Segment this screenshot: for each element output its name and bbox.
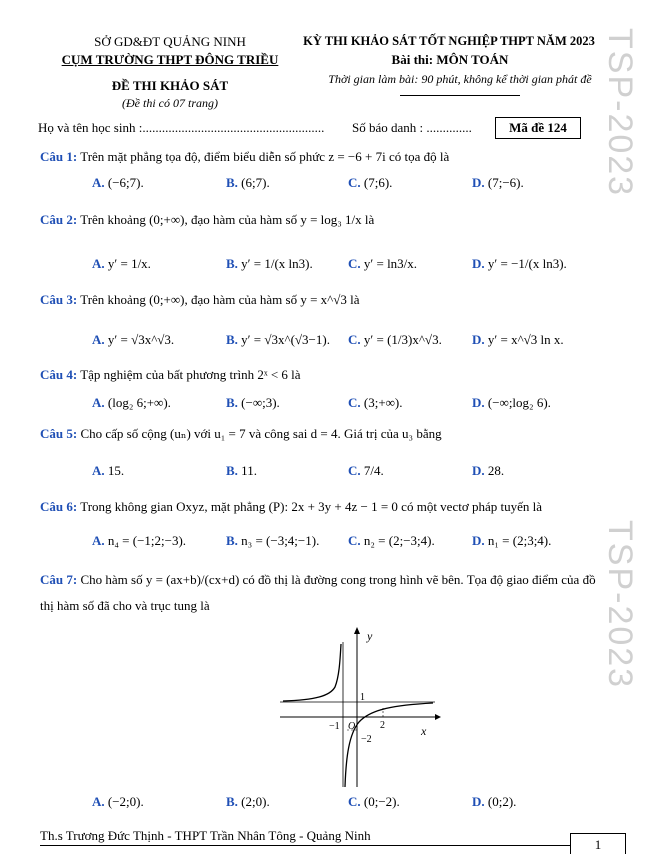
student-name-field: Họ và tên học sinh :........................................................ xyxy=(38,120,325,135)
label-1: 1 xyxy=(360,692,365,703)
watermark-bottom: TSP-2023 xyxy=(601,520,639,690)
question-text: Trên mặt phẳng tọa độ, điểm biểu diễn số phức z = −6 + 7i có tọa độ là xyxy=(80,149,450,164)
student-id-field: Số báo danh : .............. xyxy=(352,120,472,135)
origin-label: O xyxy=(348,721,356,732)
exam-title: KỲ THI KHẢO SÁT TỐT NGHIỆP THPT NĂM 2023 xyxy=(303,34,595,48)
option-b: B. y′ = 1/(x ln3). xyxy=(226,256,313,271)
option-b: B. 11. xyxy=(226,463,257,478)
option-b: B. n₃ = (−3;4;−1). xyxy=(226,533,320,548)
exam-time-note: Thời gian làm bài: 90 phút, không kể thời gian phát đề xyxy=(328,72,592,86)
question-6 xyxy=(40,499,542,515)
exam-code-box: Mã đề 124 xyxy=(495,117,581,139)
page-number: 1 xyxy=(594,837,602,852)
question-3 xyxy=(40,292,360,308)
question-text: Trong không gian Oxyz, mặt phẳng (P): 2x + 3y + 4z − 1 = 0 có một vectơ pháp tuyến là xyxy=(80,499,542,514)
watermark-top: TSP-2023 xyxy=(601,28,639,198)
option-c: C. n₂ = (2;−3;4). xyxy=(348,533,435,548)
option-d: D. (0;2). xyxy=(472,794,517,809)
option-d: D. 28. xyxy=(472,463,505,478)
option-a: A. n₄ = (−1;2;−3). xyxy=(92,533,187,548)
option-d: D. y′ = x^√3 ln x. xyxy=(472,332,564,347)
option-b: B. y′ = √3x^(√3−1). xyxy=(226,332,330,347)
option-c: C. y′ = ln3/x. xyxy=(348,256,418,271)
option-b: B. (−∞;3). xyxy=(226,395,280,410)
question-7-text-continued: thị hàm số đã cho và trục tung là xyxy=(40,598,210,613)
question-label: Câu 2: xyxy=(40,212,78,227)
x-axis-label: x xyxy=(421,724,427,738)
question-label: Câu 7: xyxy=(40,572,78,587)
question-text: Cho cấp số cộng (uₙ) với u₁ = 7 và công sai d = 4. Giá trị của u₃ bằng xyxy=(80,426,442,441)
header-pages-note: (Đề thi có 07 trang) xyxy=(122,96,218,110)
label-2: 2 xyxy=(380,720,385,731)
question-7 xyxy=(40,572,596,588)
option-d: D. y′ = −1/(x ln3). xyxy=(472,256,567,271)
question-text: Cho hàm số y = (ax+b)/(cx+d) có đồ thị là đường cong trong hình vẽ bên. Tọa độ giao điểm của đồ xyxy=(80,572,596,587)
option-c: C. y′ = (1/3)x^√3. xyxy=(348,332,442,347)
question-text: Trên khoảng (0;+∞), đạo hàm của hàm số y = x^√3 là xyxy=(80,292,360,307)
header-cluster: CỤM TRƯỜNG THPT ĐÔNG TRIỀU xyxy=(61,52,279,67)
label-minus-2: −2 xyxy=(361,734,372,745)
footer-author: Th.s Trương Đức Thịnh - THPT Trần Nhân Tông - Quảng Ninh xyxy=(40,828,371,843)
page-number-box xyxy=(570,833,626,854)
option-a: A. y′ = 1/x. xyxy=(92,256,151,271)
option-a: A. (−2;0). xyxy=(92,794,144,809)
exam-subject: Bài thi: MÔN TOÁN xyxy=(391,52,509,67)
question-5 xyxy=(40,426,442,442)
question-2 xyxy=(40,212,374,228)
question-4 xyxy=(40,367,301,383)
question-label: Câu 5: xyxy=(40,426,78,441)
option-a: A. 15. xyxy=(92,463,125,478)
option-b: B. (2;0). xyxy=(226,794,270,809)
option-d: D. (7;−6). xyxy=(472,175,524,190)
option-d: D. n₁ = (2;3;4). xyxy=(472,533,552,548)
question-label: Câu 1: xyxy=(40,149,78,164)
question-1 xyxy=(40,149,449,165)
option-b: B. (6;7). xyxy=(226,175,270,190)
function-graph xyxy=(275,622,445,792)
question-label: Câu 3: xyxy=(40,292,78,307)
option-c: C. (0;−2). xyxy=(348,794,400,809)
option-c: C. (3;+∞). xyxy=(348,395,403,410)
footer-rule xyxy=(40,845,570,846)
header-dept: SỞ GD&ĐT QUẢNG NINH xyxy=(94,34,246,49)
option-a: A. y′ = √3x^√3. xyxy=(92,332,175,347)
option-a: A. (log₂ 6;+∞). xyxy=(92,395,171,410)
label-minus-1: −1 xyxy=(329,721,340,732)
header-rule xyxy=(400,95,520,96)
question-label: Câu 6: xyxy=(40,499,78,514)
y-axis-label: y xyxy=(367,629,373,643)
question-label: Câu 4: xyxy=(40,367,78,382)
option-a: A. (−6;7). xyxy=(92,175,144,190)
option-c: C. 7/4. xyxy=(348,463,384,478)
header-doc-title: ĐỀ THI KHẢO SÁT xyxy=(111,78,229,93)
question-text: Trên khoảng (0;+∞), đạo hàm của hàm số y = log₃ 1/x là xyxy=(80,212,375,227)
question-text: Tập nghiệm của bất phương trình 2ˣ < 6 là xyxy=(80,367,301,382)
option-d: D. (−∞;log₂ 6). xyxy=(472,395,551,410)
option-c: C. (7;6). xyxy=(348,175,393,190)
